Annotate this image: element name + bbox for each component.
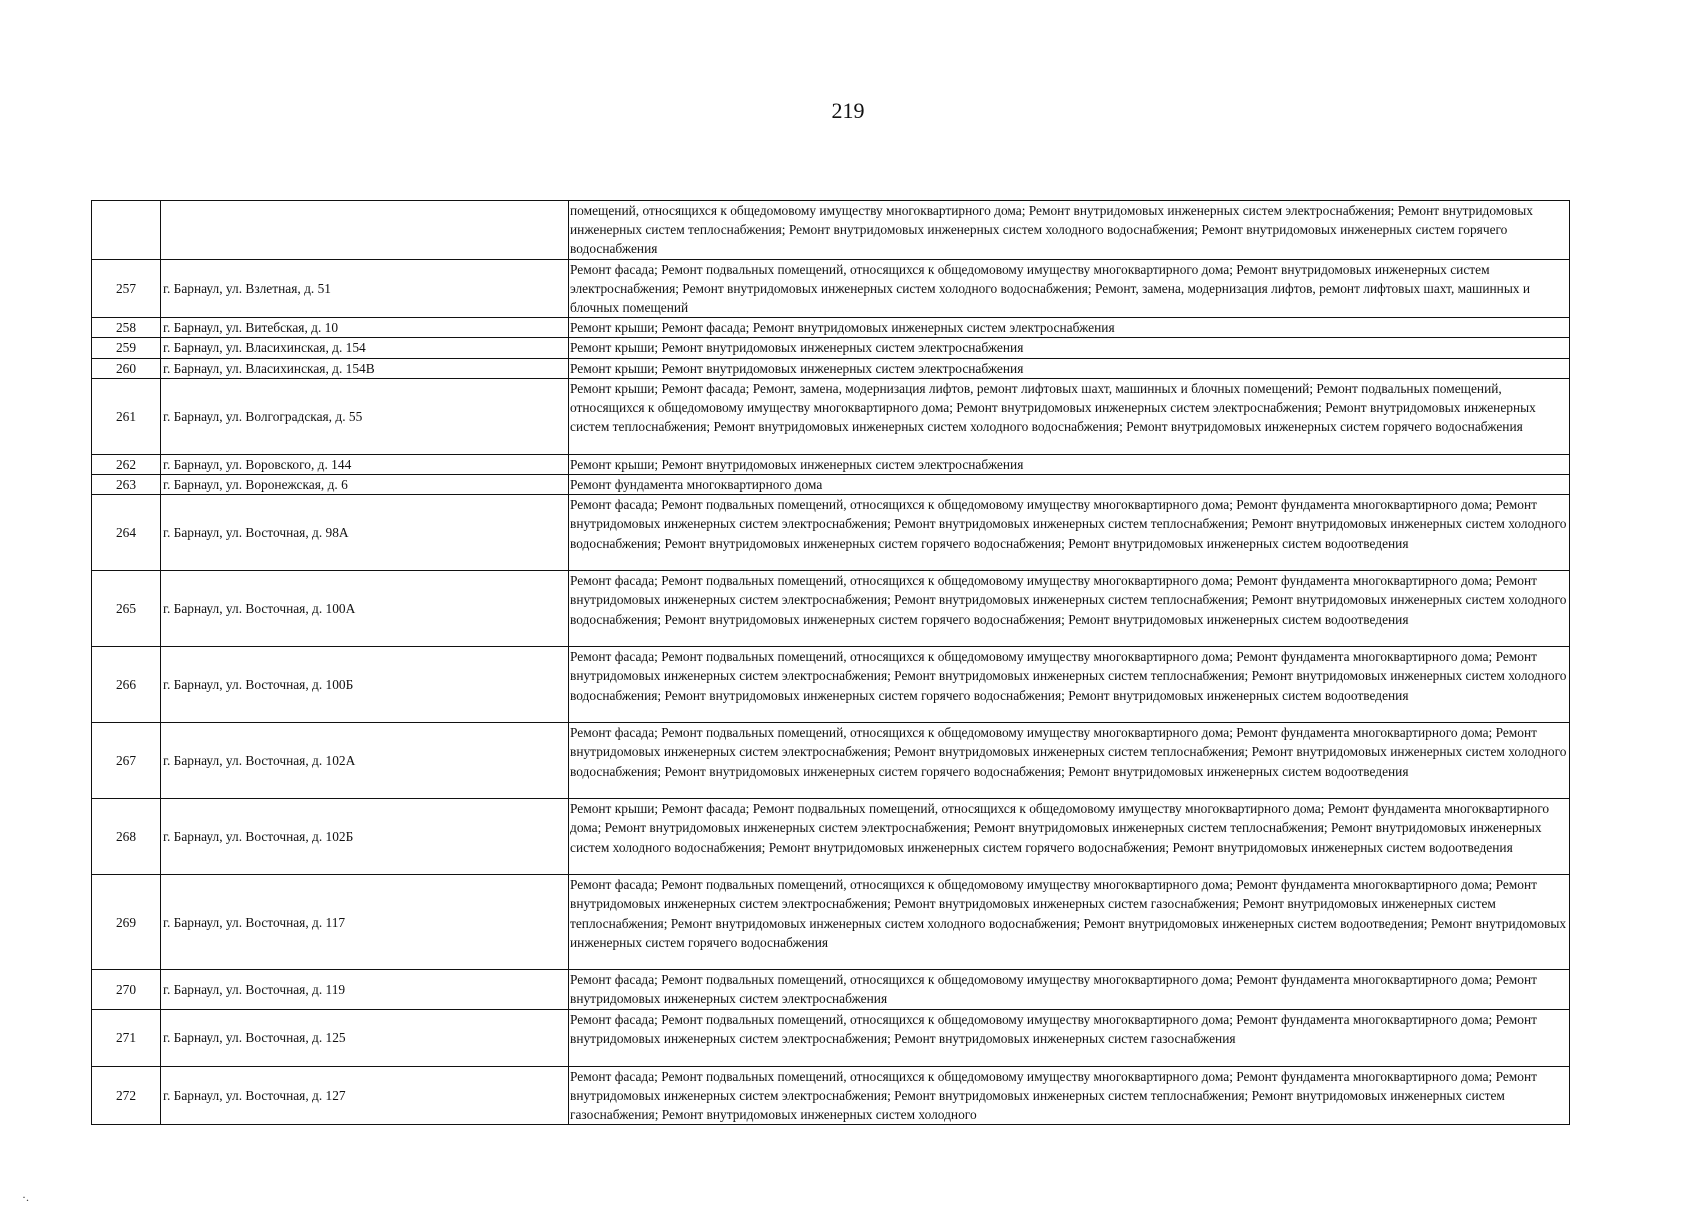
works-cell: Ремонт фасада; Ремонт подвальных помещений, относящихся к общедомовому имуществу многоквартирного дома; Ремонт фундамента многоквартирного дома; Ремонт внутридомовых инженерных систем электроснабжения; Ремонт внутридомовых инженерных систем теплоснабжения; Ремонт внутридомовых инженерных систем газоснабжения; Ремонт внутридомовых инженерных систем холодного [569, 1066, 1570, 1125]
table-row [92, 571, 1570, 647]
works-cell: Ремонт фундамента многоквартирного дома [569, 475, 1570, 495]
address-cell: г. Барнаул, ул. Власихинская, д. 154В [161, 358, 569, 378]
repair-table-body [92, 201, 1570, 1125]
table-row [92, 970, 1570, 1009]
works-cell: Ремонт фасада; Ремонт подвальных помещений, относящихся к общедомовому имуществу многоквартирного дома; Ремонт фундамента многоквартирного дома; Ремонт внутридомовых инженерных систем электроснабжения; Ремонт внутридомовых инженерных систем теплоснабжения; Ремонт внутридомовых инженерных систем холодного водоснабжения; Ремонт внутридомовых инженерных систем горячего водоснабжения; Ремонт внутридомовых инженерных систем водоотведения [569, 647, 1570, 723]
table-row [92, 723, 1570, 799]
row-number-cell: 269 [92, 875, 161, 970]
works-cell: Ремонт крыши; Ремонт фасада; Ремонт подвальных помещений, относящихся к общедомовому имуществу многоквартирного дома; Ремонт фундамента многоквартирного дома; Ремонт внутридомовых инженерных систем электроснабжения; Ремонт внутридомовых инженерных систем теплоснабжения; Ремонт внутридомовых инженерных систем холодного водоснабжения; Ремонт внутридомовых инженерных систем горячего водоснабжения; Ремонт внутридомовых инженерных систем водоотведения [569, 799, 1570, 875]
row-number-cell: 258 [92, 318, 161, 338]
table-row [92, 378, 1570, 454]
table-row [92, 201, 1570, 260]
table-row [92, 259, 1570, 318]
address-cell: г. Барнаул, ул. Восточная, д. 119 [161, 970, 569, 1009]
row-number-cell: 264 [92, 495, 161, 571]
address-cell: г. Барнаул, ул. Восточная, д. 117 [161, 875, 569, 970]
address-cell: г. Барнаул, ул. Воронежская, д. 6 [161, 475, 569, 495]
works-cell: Ремонт фасада; Ремонт подвальных помещений, относящихся к общедомовому имуществу многоквартирного дома; Ремонт фундамента многоквартирного дома; Ремонт внутридомовых инженерных систем электроснабжения; Ремонт внутридомовых инженерных систем газоснабжения; Ремонт внутридомовых инженерных систем теплоснабжения; Ремонт внутридомовых инженерных систем холодного водоснабжения; Ремонт внутридомовых инженерных систем водоотведения; Ремонт внутридомовых инженерных систем горячего водоснабжения [569, 875, 1570, 970]
row-number-cell: 257 [92, 259, 161, 318]
address-cell: г. Барнаул, ул. Восточная, д. 102Б [161, 799, 569, 875]
table-row [92, 358, 1570, 378]
table-row [92, 1009, 1570, 1066]
table-row [92, 338, 1570, 358]
address-cell: г. Барнаул, ул. Витебская, д. 10 [161, 318, 569, 338]
address-cell: г. Барнаул, ул. Волгоградская, д. 55 [161, 378, 569, 454]
works-cell: Ремонт крыши; Ремонт фасада; Ремонт, замена, модернизация лифтов, ремонт лифтовых шахт, машинных и блочных помещений; Ремонт подвальных помещений, относящихся к общедомовому имуществу многоквартирного дома; Ремонт внутридомовых инженерных систем электроснабжения; Ремонт внутридомовых инженерных систем теплоснабжения; Ремонт внутридомовых инженерных систем холодного водоснабжения; Ремонт внутридомовых инженерных систем горячего водоснабжения [569, 378, 1570, 454]
address-cell: г. Барнаул, ул. Восточная, д. 100Б [161, 647, 569, 723]
works-cell: Ремонт крыши; Ремонт внутридомовых инженерных систем электроснабжения [569, 358, 1570, 378]
row-number-cell: 262 [92, 454, 161, 474]
address-cell: г. Барнаул, ул. Взлетная, д. 51 [161, 259, 569, 318]
row-number-cell: 270 [92, 970, 161, 1009]
address-cell: г. Барнаул, ул. Восточная, д. 98А [161, 495, 569, 571]
works-cell: помещений, относящихся к общедомовому имуществу многоквартирного дома; Ремонт внутридомовых инженерных систем электроснабжения; Ремонт внутридомовых инженерных систем теплоснабжения; Ремонт внутридомовых инженерных систем холодного водоснабжения; Ремонт внутридомовых инженерных систем горячего водоснабжения [569, 201, 1570, 260]
address-cell: г. Барнаул, ул. Восточная, д. 127 [161, 1066, 569, 1125]
works-cell: Ремонт крыши; Ремонт фасада; Ремонт внутридомовых инженерных систем электроснабжения [569, 318, 1570, 338]
address-cell: г. Барнаул, ул. Восточная, д. 100А [161, 571, 569, 647]
row-number-cell: 265 [92, 571, 161, 647]
row-number-cell: 268 [92, 799, 161, 875]
row-number-cell: 267 [92, 723, 161, 799]
row-number-cell: 260 [92, 358, 161, 378]
table-row [92, 799, 1570, 875]
row-number-cell: 266 [92, 647, 161, 723]
address-cell: г. Барнаул, ул. Власихинская, д. 154 [161, 338, 569, 358]
table-row [92, 1066, 1570, 1125]
table-row [92, 875, 1570, 970]
row-number-cell: 261 [92, 378, 161, 454]
row-number-cell: 271 [92, 1009, 161, 1066]
table-row [92, 495, 1570, 571]
works-cell: Ремонт фасада; Ремонт подвальных помещений, относящихся к общедомовому имуществу многоквартирного дома; Ремонт фундамента многоквартирного дома; Ремонт внутридомовых инженерных систем электроснабжения; Ремонт внутридомовых инженерных систем газоснабжения [569, 1009, 1570, 1066]
works-cell: Ремонт крыши; Ремонт внутридомовых инженерных систем электроснабжения [569, 454, 1570, 474]
row-number-cell: 263 [92, 475, 161, 495]
row-number-cell: 272 [92, 1066, 161, 1125]
works-cell: Ремонт фасада; Ремонт подвальных помещений, относящихся к общедомовому имуществу многоквартирного дома; Ремонт внутридомовых инженерных систем электроснабжения; Ремонт внутридомовых инженерных систем холодного водоснабжения; Ремонт, замена, модернизация лифтов, ремонт лифтовых шахт, машинных и блочных помещений [569, 259, 1570, 318]
page-number: 219 [831, 98, 865, 123]
scan-artifact-mark: ·. [22, 1190, 29, 1204]
works-cell: Ремонт фасада; Ремонт подвальных помещений, относящихся к общедомовому имуществу многоквартирного дома; Ремонт фундамента многоквартирного дома; Ремонт внутридомовых инженерных систем электроснабжения; Ремонт внутридомовых инженерных систем теплоснабжения; Ремонт внутридомовых инженерных систем холодного водоснабжения; Ремонт внутридомовых инженерных систем горячего водоснабжения; Ремонт внутридомовых инженерных систем водоотведения [569, 571, 1570, 647]
address-cell: г. Барнаул, ул. Восточная, д. 102А [161, 723, 569, 799]
table-row [92, 475, 1570, 495]
table-row [92, 647, 1570, 723]
table-row [92, 318, 1570, 338]
repair-table [91, 200, 1570, 1125]
address-cell: г. Барнаул, ул. Восточная, д. 125 [161, 1009, 569, 1066]
works-cell: Ремонт фасада; Ремонт подвальных помещений, относящихся к общедомовому имуществу многоквартирного дома; Ремонт фундамента многоквартирного дома; Ремонт внутридомовых инженерных систем электроснабжения; Ремонт внутридомовых инженерных систем теплоснабжения; Ремонт внутридомовых инженерных систем холодного водоснабжения; Ремонт внутридомовых инженерных систем горячего водоснабжения; Ремонт внутридомовых инженерных систем водоотведения [569, 723, 1570, 799]
works-cell: Ремонт фасада; Ремонт подвальных помещений, относящихся к общедомовому имуществу многоквартирного дома; Ремонт фундамента многоквартирного дома; Ремонт внутридомовых инженерных систем электроснабжения; Ремонт внутридомовых инженерных систем теплоснабжения; Ремонт внутридомовых инженерных систем холодного водоснабжения; Ремонт внутридомовых инженерных систем горячего водоснабжения; Ремонт внутридомовых инженерных систем водоотведения [569, 495, 1570, 571]
works-cell: Ремонт крыши; Ремонт внутридомовых инженерных систем электроснабжения [569, 338, 1570, 358]
address-cell: г. Барнаул, ул. Воровского, д. 144 [161, 454, 569, 474]
works-cell: Ремонт фасада; Ремонт подвальных помещений, относящихся к общедомовому имуществу многоквартирного дома; Ремонт фундамента многоквартирного дома; Ремонт внутридомовых инженерных систем электроснабжения [569, 970, 1570, 1009]
row-number-cell: 259 [92, 338, 161, 358]
address-cell [161, 201, 569, 260]
row-number-cell [92, 201, 161, 260]
table-row [92, 454, 1570, 474]
